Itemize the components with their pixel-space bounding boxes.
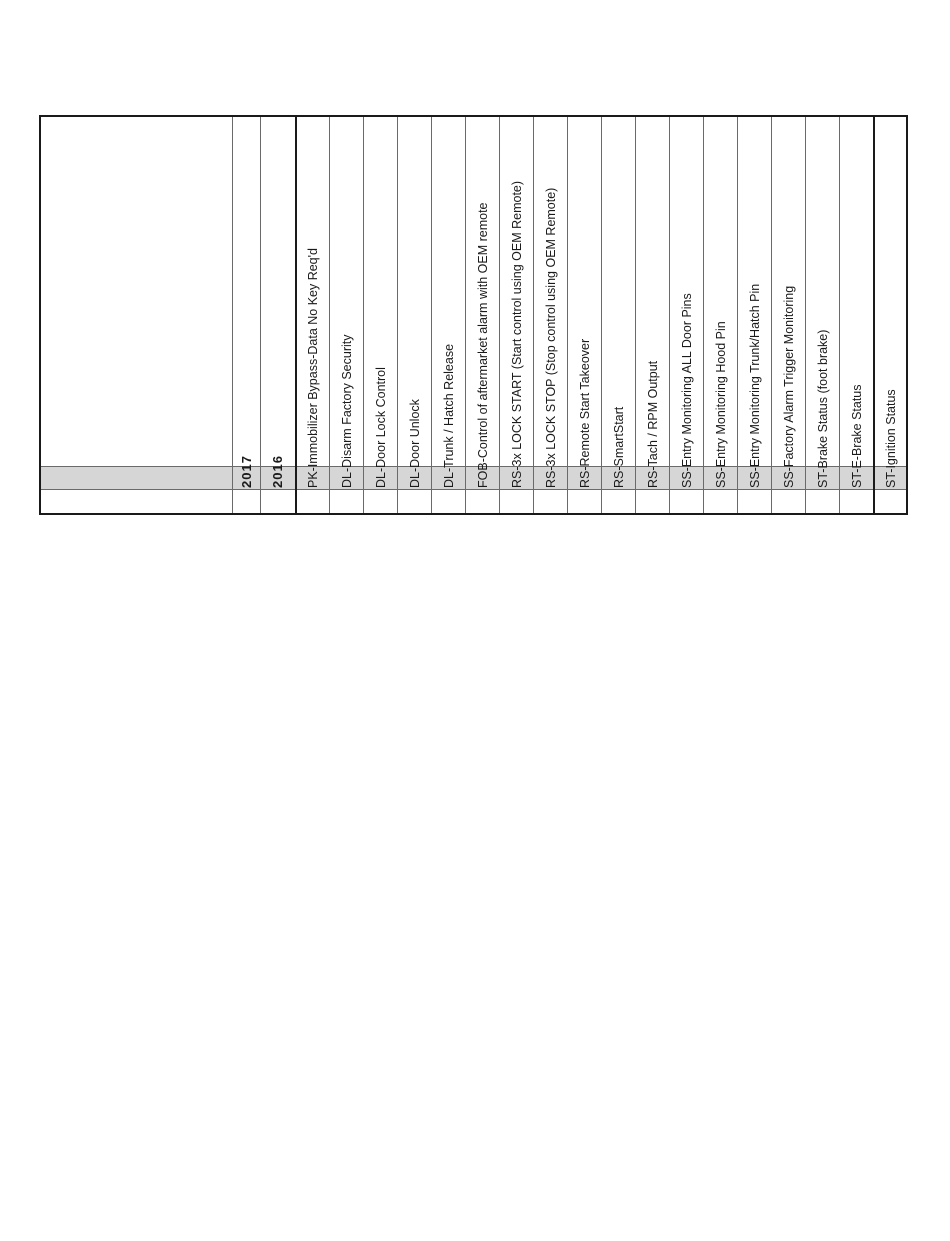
feature-column-label: RS-3x LOCK START (Start control using OEM Remote) [509, 180, 524, 488]
feature-column [601, 116, 635, 514]
feature-column-label: ST-Brake Status (foot brake) [815, 329, 830, 488]
feature-column-label: DL-Door Unlock [407, 399, 422, 488]
feature-column [363, 116, 397, 514]
feature-column-label: RS-Tach / RPM Output [645, 360, 660, 488]
feature-column [465, 116, 499, 514]
year-column-2017 [232, 116, 260, 514]
feature-column [703, 116, 737, 514]
year-2016-label: 2016 [270, 455, 285, 488]
feature-column-label: RS-SmartStart [611, 406, 626, 488]
feature-column-label: DL-Trunk / Hatch Release [441, 343, 456, 488]
feature-column [771, 116, 805, 514]
feature-column-label: ST-E-Brake Status [849, 384, 864, 488]
feature-column [805, 116, 839, 514]
feature-column-label: SS-Factory Alarm Trigger Monitoring [781, 285, 796, 488]
feature-column [873, 116, 907, 514]
feature-column [567, 116, 601, 514]
feature-column [295, 116, 329, 514]
feature-column [669, 116, 703, 514]
feature-column-label: SS-Entry Monitoring Trunk/Hatch Pin [747, 283, 762, 488]
feature-column [533, 116, 567, 514]
feature-column [737, 116, 771, 514]
feature-column-label: ST-Ignition Status [884, 389, 898, 488]
year-column-2016 [260, 116, 295, 514]
feature-column-label: DL-Disarm Factory Security [339, 334, 354, 488]
feature-column-label: FOB-Control of aftermarket alarm with OEM remote [475, 202, 490, 488]
feature-column [499, 116, 533, 514]
feature-column-label: RS-3x LOCK STOP (Stop control using OEM Remote) [543, 187, 558, 488]
feature-column-label: SS-Entry Monitoring Hood Pin [713, 321, 728, 488]
feature-column [635, 116, 669, 514]
feature-column-label: SS-Entry Monitoring ALL Door Pins [679, 293, 694, 488]
feature-column [329, 116, 363, 514]
year-2017-label: 2017 [238, 455, 254, 488]
feature-column [397, 116, 431, 514]
feature-column-label: RS-Remote Start Takeover [577, 338, 592, 488]
feature-column [839, 116, 873, 514]
feature-column-label: DL-Door Lock Control [373, 367, 388, 488]
feature-column-label: PK-Immobilizer Bypass-Data No Key Req'd [306, 248, 320, 488]
feature-column [431, 116, 465, 514]
